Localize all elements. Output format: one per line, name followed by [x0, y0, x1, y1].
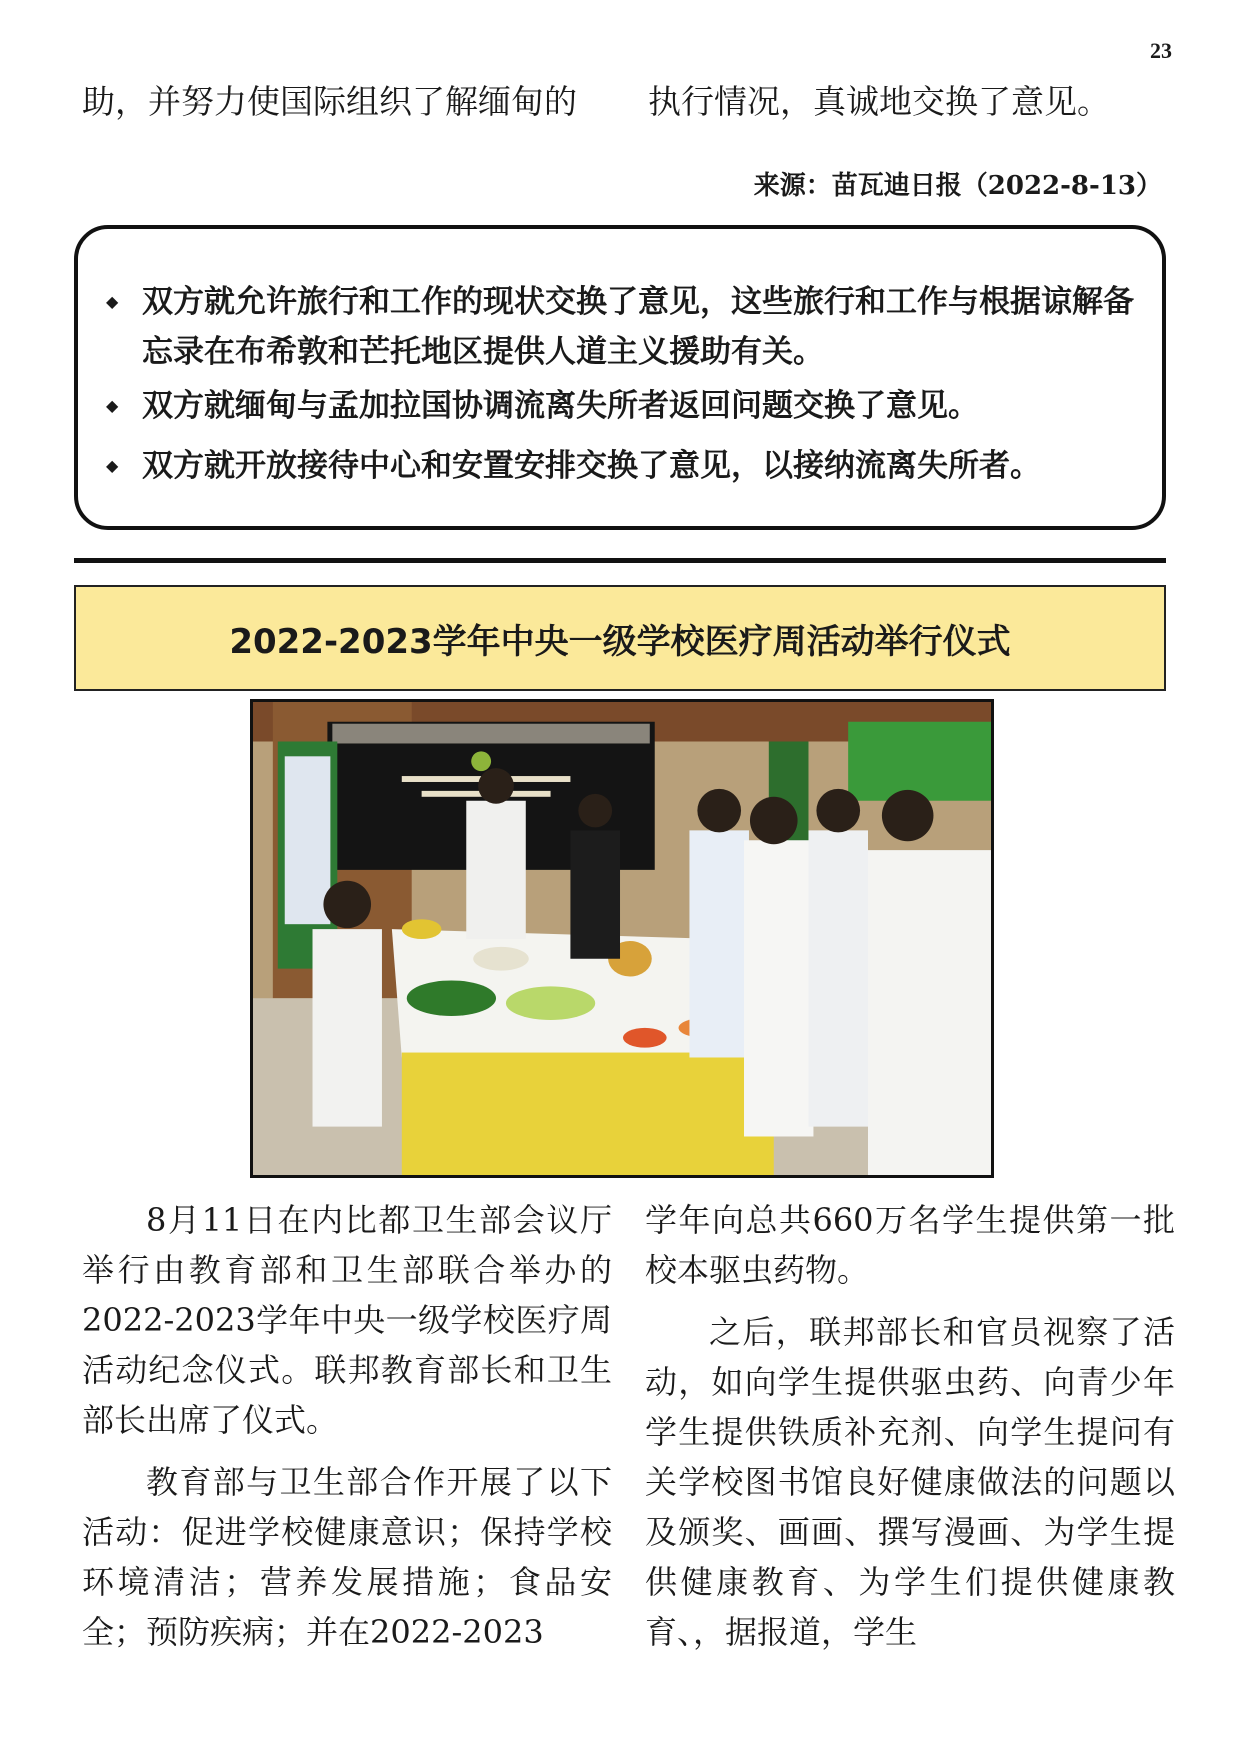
article-paragraph: 之后，联邦部长和官员视察了活动，如向学生提供驱虫药、向青少年学生提供铁质补充剂、向学生提问有关学校图书馆良好健康做法的问题以及颁奖、画画、撰写漫画、为学生提供健康教育、为学生们提供健康教育、，据报道，学生 [645, 1313, 1175, 1651]
page-number: 23 [1150, 38, 1172, 63]
article-photo-illustration [253, 702, 991, 1175]
article-column-left [82, 1195, 612, 1657]
summary-item-text: 双方就缅甸与孟加拉国协调流离失所者返回问题交换了意见。 [142, 388, 979, 424]
summary-item [106, 381, 1146, 431]
continued-text-left: 助，并努力使国际组织了解缅甸的 [82, 82, 577, 121]
summary-item [106, 441, 1146, 491]
source-citation: 来源：苗瓦迪日报（2022-8-13） [753, 171, 1162, 201]
continued-text-right: 执行情况，真诚地交换了意见。 [648, 82, 1110, 121]
bullet-diamond-icon: ◆ [106, 456, 119, 475]
summary-box [74, 225, 1166, 530]
bullet-diamond-icon: ◆ [106, 292, 119, 311]
bullet-diamond-icon: ◆ [106, 396, 119, 415]
article-paragraph: 学年向总共660万名学生提供第一批校本驱虫药物。 [645, 1201, 1175, 1289]
article-photo [250, 699, 994, 1178]
section-divider [74, 558, 1166, 563]
article-paragraph: 8月11日在内比都卫生部会议厅举行由教育部和卫生部联合举办的2022-2023学年中央一级学校医疗周活动纪念仪式。联邦教育部长和卫生部长出席了仪式。 [82, 1201, 612, 1439]
article-headline: 2022-2023学年中央一级学校医疗周活动举行仪式 [229, 621, 1011, 662]
article-column-right [645, 1195, 1175, 1657]
headline-banner [74, 585, 1166, 691]
article-paragraph: 教育部与卫生部合作开展了以下活动：促进学校健康意识；保持学校环境清洁；营养发展措施；食品安全；预防疾病；并在2022-2023 [82, 1463, 612, 1651]
summary-item-text: 双方就允许旅行和工作的现状交换了意见，这些旅行和工作与根据谅解备忘录在布希敦和芒托地区提供人道主义援助有关。 [142, 284, 1134, 370]
summary-item-text: 双方就开放接待中心和安置安排交换了意见，以接纳流离失所者。 [142, 448, 1041, 484]
summary-item [106, 277, 1146, 377]
